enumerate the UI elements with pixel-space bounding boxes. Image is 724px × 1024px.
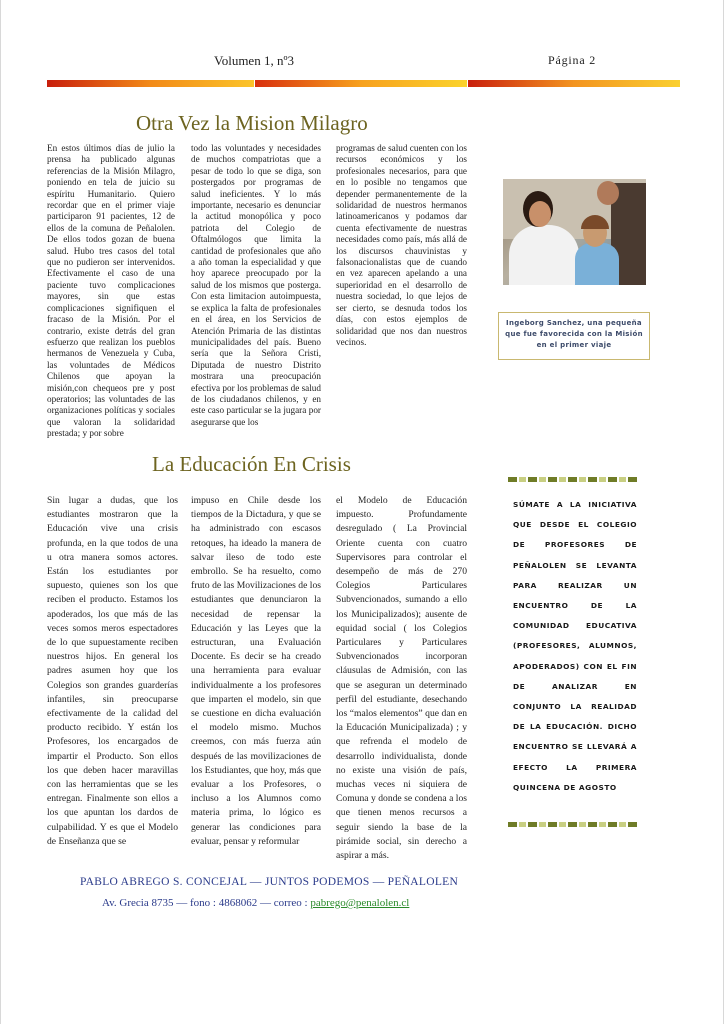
article2-column-1: Sin lugar a dudas, que los estudiantes mostraron que la Educación vive una crisis profunda, en la que todos de una u otra manera somos actores. Están los estudiantes por supuesto, quienes son los que reciben el producto. Estamos los apoderados, los que más de las veces somos meros espectadores de lo que supuestamente reciben nuestros hijos. En general los padres asumen hoy que los Colegios son grandes guarderías infantiles, sin preocuparse efectivamente de la calidad del producto recibido. Y están los Profesores, los encargados de impartir el Producto. Son ellos los que deben hacer maravillas con las herramientas que se les entregan. Finalmente son ellos a los que apuntan los dardos de culpabilidad. Y es que el Modelo de Enseñanza que se — [47, 495, 178, 847]
article-title-educacion-crisis: La Educación En Crisis — [152, 452, 351, 476]
article1-column-2: todo las voluntades y necesidades de muchos compatriotas que a pesar de todo lo que se diga, son postergados por programas de salud ineficientes. Y lo más importante, necesario es denunciar la actitud monopólica y poco patriota del Colegio de Oftalmólogos que limita la cantidad de profesionales que año a año toman la especialidad y que hoy aparece preocupado por la salud de los mismos que posterga. Con esta limitacion autoimpuesta, se explica la falta de profesionales en el área, en los Servicios de Atención Primaria de las distintas municipalidades del país. Bueno sería que la Señora Cristi, Diputada de nuestro Distrito mostrara una preocupación efectiva por los problemas de salud de los ciudadanos chilenos, y en este caso particular se la jugara por asegurarse que los — [191, 143, 321, 427]
header-rule-3 — [468, 80, 680, 87]
page-number: Página 2 — [548, 53, 597, 67]
photo-caption: Ingeborg Sanchez, una pequeña que fue favorecida con la Misión en el primer viaje — [498, 312, 650, 360]
callout-text: SÚMATE A LA INICIATIVA QUE DESDE EL COLEGIO DE PROFESORES DE PEÑALOLEN SE LEVANTA PARA REALIZAR UN ENCUENTRO DE LA COMUNIDAD EDUCATIVA (PROFESORES, ALUMNOS, APODERADOS) CON EL FIN DE ANALIZAR EN CONJUNTO LA REALIDAD DE LA EDUCACIÓN. DICHO ENCUENTRO SE LLEVARÁ A EFECTO LA PRIMERA QUINCENA DE AGOSTO — [513, 500, 637, 792]
footer-address: Av. Grecia 8735 — fono : 4868062 — correo : — [102, 897, 311, 909]
footer-email-link[interactable]: pabrego@penalolen.cl — [310, 897, 410, 909]
photo-woman-and-child — [503, 179, 646, 285]
footer-contact — [102, 897, 409, 909]
article2-column-2: impuso en Chile desde los tiempos de la Dictadura, y que se ha administrado con escasos retoques, ha ideado la manera de salvar ileso de todo este embrollo. Se ha resuelto, como fruto de las Movilizaciones de los estudiantes que denunciaron la necesidad de repensar la Educación y las Leyes que la estructuran, una Evaluación Docente. Es decir se ha creado una herramienta para evaluar individualmente a los profesores que imparten el modelo, sin que se cuestione en dicha evaluación el modelo mismo. Muchos creemos, con más fuerza aún después de las movilizaciones de los Estudiantes, que hoy, más que evaluar a los Profesores, o incluso a los Alumnos como materia prima, lo lógico es generar las condiciones para evaluar, pensar y reformular — [191, 495, 321, 847]
article2-column-3: el Modelo de Educación impuesto. Profundamente desregulado ( La Provincial Oriente cuenta con cuatro Supervisores para controlar el desempeño de más de 270 Colegios Particulares Subvencionados, sumando a ello los Municipalizados); ausente de equidad social ( los Colegios Particulares y Particulares Subvencionados incorporan cláusulas de Admisión, con las que se aseguran un determinado perfil del estudiante, desechando los “malos elementos” que dan en la Educación Municipalizada) ; y que refrenda el modelo de desarrollo individualista, donde no existe una visión de país, muchas veces ni siquiera de Comuna y donde se condena a los que tienen menos recursos a seguir siendo la base de la pirámide social, sin derecho a aspirar a más. — [336, 495, 467, 862]
callout-rule-top — [508, 477, 639, 482]
callout-rule-bottom — [508, 822, 639, 827]
article-title-mision-milagro: Otra Vez la Mision Milagro — [136, 111, 368, 135]
footer-author: PABLO ABREGO S. CONCEJAL — JUNTOS PODEMOS — PEÑALOLEN — [80, 876, 459, 888]
header-rule-1 — [47, 80, 254, 87]
volume-label: Volumen 1, nº3 — [214, 53, 294, 68]
sidebar-callout — [508, 477, 639, 829]
header-rule-2 — [255, 80, 467, 87]
article1-column-3: programas de salud cuenten con los recursos económicos y los profesionales necesarios, para que en lo posible no tengamos que depender permanentemente de la solidaridad de nuestros hermanos latinoamericanos y podamos dar cuenta efectivamente de nuestras necesidades como país, más allá de los discursos chauvinistas y falsonacionalistas que de cuando en vez aparecen apelando a una superioridad en el desarrollo de nuestra sociedad, lo que lejos de ser cierto, se desnuda todos los días, con estos ejemplos de solidaridad que nos dan nuestros vecinos. — [336, 143, 467, 347]
article1-column-1: En estos últimos días de julio la prensa ha publicado algunas referencias de la Misión Milagro, poniendo en tela de juicio su espíritu Humanitario. Quiero recordar que en el primer viaje participaron 91 pacientes, 12 de ellos de la comuna de Peñalolen. De ellos todos gozan de buena salud. Hubo tres casos del total que no pudieron ser intervenidos. Efectivamente el caso de una paciente tuvo complicaciones mayores, sin que estas complicaciones signifiquen el fracaso de la Misión. Por el contrario, existe detrás del gran esfuerzo que realizan los pueblos hermanos de Venezuela y Cuba, las voluntades de Médicos Chilenos que apoyan la misión,con chequeos pre y post operatorios; las voluntades de las organizaciones políticas y sociales que valoran la solidaridad prestada; y por sobre — [47, 143, 175, 439]
